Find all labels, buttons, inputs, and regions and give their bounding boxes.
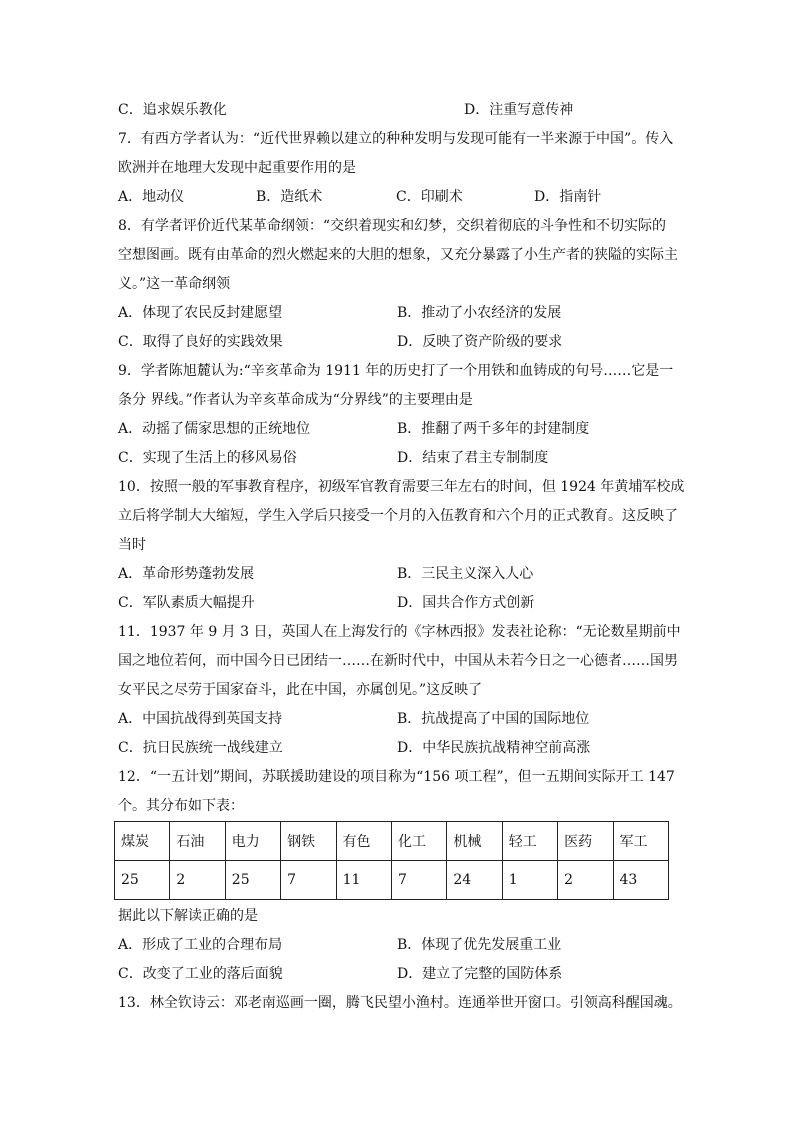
q7-options <box>118 183 676 212</box>
q10-stem-line-1: 10．按照一般的军事教育程序，初级军官教育需要三年左右的时间，但 1924 年黄埔军校成 <box>118 479 685 495</box>
q12-stem-after-table: 据此以下解读正确的是 <box>118 908 258 924</box>
table-cell: 25 <box>225 861 280 900</box>
q9-options-row-1 <box>118 415 676 444</box>
table-header-cell: 医药 <box>558 822 613 861</box>
q12-option-a[interactable]: A．形成了工业的合理布局 <box>118 937 283 953</box>
q11-option-a[interactable]: A．中国抗战得到英国支持 <box>118 711 283 727</box>
question-9 <box>118 357 676 473</box>
q10-stem-line-2: 立后将学制大大缩短，学生入学后只接受一个月的入伍教育和六个月的正式教育。这反映了 <box>118 508 678 524</box>
q12-option-d[interactable]: D．建立了完整的国防体系 <box>397 966 563 982</box>
q11-options-row-1 <box>118 705 676 734</box>
exam-page <box>118 96 685 1018</box>
q13-stem-line-1: 13．林全钦诗云：邓老南巡画一圈，腾飞民望小渔村。连通举世开窗口。引领高科醒国魂。 <box>118 995 682 1011</box>
table-header-cell: 石油 <box>170 822 225 861</box>
table-header-cell: 轻工 <box>502 822 557 861</box>
q12-stem-line-2: 个。其分布如下表： <box>118 798 244 814</box>
q8-option-d[interactable]: D．反映了资产阶级的要求 <box>397 334 563 350</box>
question-10 <box>118 473 685 618</box>
q6-options <box>118 96 676 125</box>
table-cell: 11 <box>336 861 391 900</box>
q9-option-b[interactable]: B．推翻了两千多年的封建制度 <box>397 421 590 437</box>
table-header-row <box>115 822 669 861</box>
q10-options-row-2 <box>118 589 676 618</box>
question-12 <box>118 763 676 989</box>
q10-option-d[interactable]: D．国共合作方式创新 <box>397 595 535 611</box>
q11-option-d[interactable]: D．中华民族抗战精神空前高涨 <box>397 740 591 756</box>
q8-option-b[interactable]: B．推动了小农经济的发展 <box>397 305 562 321</box>
q7-stem-line-2: 欧洲并在地理大发现中起重要作用的是 <box>118 160 356 176</box>
q10-stem-line-3: 当时 <box>118 537 146 553</box>
q9-option-c[interactable]: C．实现了生活上的移风易俗 <box>118 450 297 466</box>
q12-stem-line-1: 12．“一五计划”期间，苏联援助建设的项目称为“156 项工程”，但一五期间实际开工 147 <box>118 769 675 785</box>
project-distribution-table <box>114 821 669 900</box>
q9-stem-line-1: 9．学者陈旭麓认为:“辛亥革命为 1911 年的历史打了一个用铁和血铸成的句号……它是一 <box>118 363 674 379</box>
q8-options-row-1 <box>118 299 676 328</box>
table-row <box>115 861 669 900</box>
q8-stem-line-2: 空想图画。既有由革命的烈火燃起来的大胆的想象，又充分暴露了小生产者的狭隘的实际主 <box>118 247 678 263</box>
q11-options-row-2 <box>118 734 676 763</box>
q10-option-a[interactable]: A．革命形势蓬勃发展 <box>118 566 255 582</box>
table-cell: 7 <box>391 861 446 900</box>
table-cell: 24 <box>447 861 502 900</box>
q11-stem-line-1: 11．1937 年 9 月 3 日，英国人在上海发行的《字林西报》发表社论称：“无论数星期前中 <box>118 624 681 640</box>
table-header-cell: 化工 <box>391 822 446 861</box>
question-7 <box>118 125 676 212</box>
q7-option-b[interactable]: B．造纸术 <box>256 189 323 205</box>
table-header-cell: 煤炭 <box>115 822 170 861</box>
q11-stem-line-3: 女平民之尽劳于国家奋斗，此在中国，亦属创见。”这反映了 <box>118 682 483 698</box>
q11-option-b[interactable]: B．抗战提高了中国的国际地位 <box>397 711 590 727</box>
q10-options-row-1 <box>118 560 676 589</box>
table-header-cell: 军工 <box>613 822 668 861</box>
q9-options-row-2 <box>118 444 676 473</box>
q12-options-row-2 <box>118 960 676 989</box>
table-cell: 2 <box>170 861 225 900</box>
table-header-cell: 钢铁 <box>281 822 336 861</box>
table-header-cell: 有色 <box>336 822 391 861</box>
q9-stem-line-2: 条分 界线。”作者认为辛亥革命成为“分界线”的主要理由是 <box>118 392 473 408</box>
q7-option-a[interactable]: A．地动仪 <box>118 189 185 205</box>
q12-option-b[interactable]: B．体现了优先发展重工业 <box>397 937 562 953</box>
q6-option-c[interactable]: C．追求娱乐教化 <box>118 102 227 118</box>
table-cell: 1 <box>502 861 557 900</box>
table-cell: 25 <box>115 861 170 900</box>
q12-options-row-1 <box>118 931 676 960</box>
q6-option-d[interactable]: D．注重写意传神 <box>464 102 574 118</box>
table-cell: 2 <box>558 861 613 900</box>
q9-option-a[interactable]: A．动摇了儒家思想的正统地位 <box>118 421 311 437</box>
q7-option-d[interactable]: D．指南针 <box>534 189 602 205</box>
q10-option-c[interactable]: C．军队素质大幅提升 <box>118 595 255 611</box>
q8-option-a[interactable]: A．体现了农民反封建愿望 <box>118 305 283 321</box>
q7-stem-line-1: 7．有西方学者认为：“近代世界赖以建立的种种发明与发现可能有一半来源于中国”。传入 <box>118 131 674 147</box>
table-header-cell: 机械 <box>447 822 502 861</box>
question-11 <box>118 618 681 763</box>
table-cell: 7 <box>281 861 336 900</box>
q7-option-c[interactable]: C．印刷术 <box>396 189 463 205</box>
q11-stem-line-2: 国之地位若何，而中国今日已团结一……在新时代中，中国从未若今日之一心德者……国男 <box>118 653 678 669</box>
q9-option-d[interactable]: D．结束了君主专制制度 <box>397 450 549 466</box>
q12-option-c[interactable]: C．改变了工业的落后面貌 <box>118 966 283 982</box>
q11-option-c[interactable]: C．抗日民族统一战线建立 <box>118 740 283 756</box>
q8-stem-line-1: 8．有学者评价近代某革命纲领：“交织着现实和幻梦，交织着彻底的斗争性和不切实际的 <box>118 218 667 234</box>
question-8 <box>118 212 676 357</box>
table-header-cell: 电力 <box>225 822 280 861</box>
q8-option-c[interactable]: C．取得了良好的实践效果 <box>118 334 283 350</box>
q10-option-b[interactable]: B．三民主义深入人心 <box>397 566 534 582</box>
q8-options-row-2 <box>118 328 676 357</box>
q8-stem-line-3: 义。”这一革命纲领 <box>118 276 231 292</box>
table-cell: 43 <box>613 861 668 900</box>
question-13 <box>118 989 682 1018</box>
